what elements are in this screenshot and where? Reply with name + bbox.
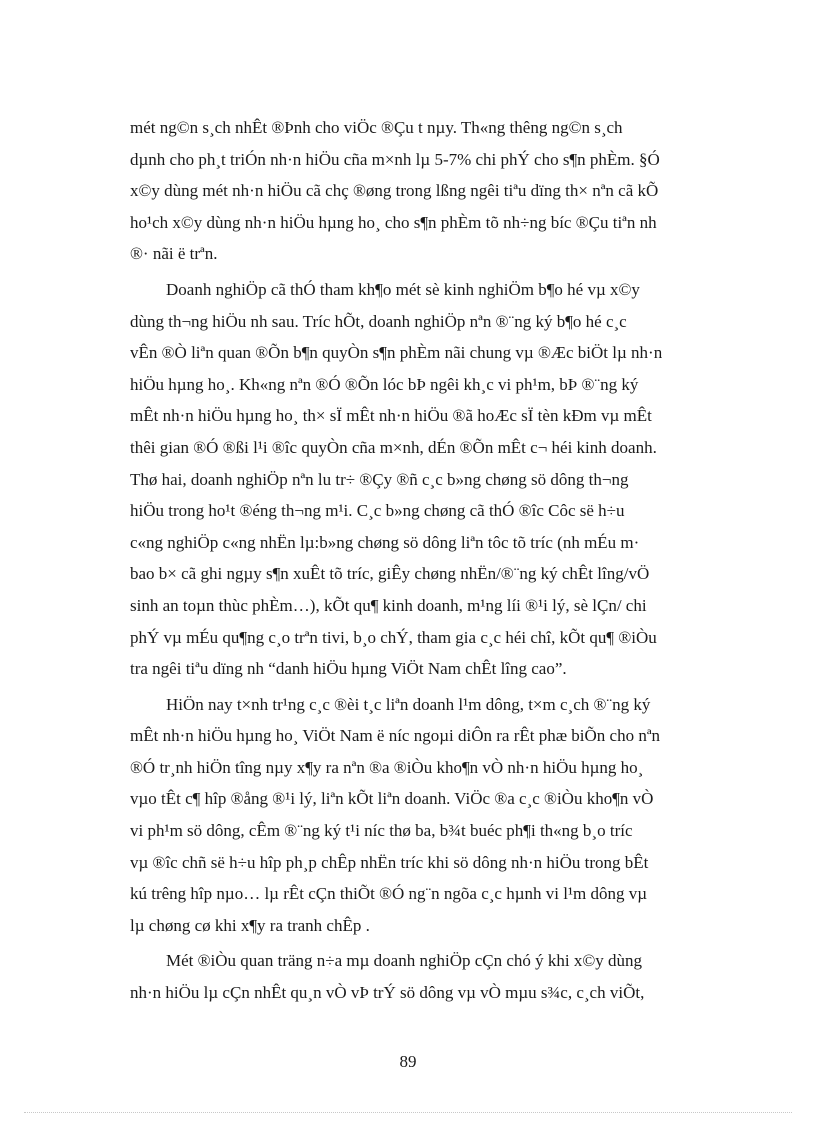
- page-bottom-divider: [24, 1112, 792, 1113]
- paragraph-4: Mét ®iÒu quan träng n÷a mµ doanh nghiÖp cÇn chó ý khi x©y dùng nh·n hiÖu lµ cÇn nhÊt qu¸n vÒ vÞ trÝ sö dông vµ vÒ mµu s¾c, c¸ch viÕt,: [130, 951, 645, 1003]
- page-number: 89: [399, 1052, 417, 1071]
- paragraph-3: HiÖn nay t×nh tr¹ng c¸c ®èi t¸c liªn doanh l¹m dông, t×m c¸ch ®¨ng ký mÊt nh·n hiÖu hµng ho¸ ViÖt Nam ë níc ngoµi diÔn ra rÊt phæ biÕn cho nªn ®Ó tr¸nh hiÖn tîng nµy x¶y ra nªn ®a ®iÒu kho¶n vÒ nh·n hiÖu hµng ho¸ vµo tÊt c¶ hîp ®ång ®¹i lý, liªn kÕt liªn doanh. ViÖc ®a c¸c ®iÒu kho¶n vÒ vi ph¹m sö dông, cÊm ®¨ng ký t¹i níc thø ba, b¾t buéc ph¶i th«ng b¸o tríc vµ ®îc chñ së h÷u hîp ph¸p chÊp nhËn tríc khi sö dông nh·n hiÖu trong bÊt kú trêng hîp nµo… lµ rÊt cÇn thiÕt ®Ó ng¨n ngõa c¸c hµnh vi l¹m dông vµ lµ chøng cø khi x¶y ra tranh chÊp .: [130, 694, 661, 935]
- paragraph-2: Doanh nghiÖp cã thÓ tham kh¶o mét sè kinh nghiÖm b¶o hé vµ x©y dùng th¬ng hiÖu nh sau. Tríc hÕt, doanh nghiÖp nªn ®¨ng ký b¶o hé c¸c vÊn ®Ò liªn quan ®Õn b¶n quyÒn s¶n phÈm nãi chung vµ ®Æc biÖt lµ nh·n hiÖu hµng ho¸. Kh«ng nªn ®Ó ®Õn lóc bÞ ngêi kh¸c vi ph¹m, bÞ ®¨ng ký mÊt nh·n hiÖu hµng ho¸ th× sÏ mÊt nh·n hiÖu ®ã hoÆc sÏ tèn kÐm vµ mÊt thêi gian ®Ó ®ßi l¹i ®îc quyÒn cña m×nh, dÉn ®Õn mÊt c¬ héi kinh doanh. Thø hai, doanh nghiÖp nªn lu tr÷ ®Çy ®ñ c¸c b»ng chøng sö dông th¬ng hiÖu trong ho¹t ®éng th¬ng m¹i. C¸c b»ng chøng cã thÓ ®îc Côc së h÷u c«ng nghiÖp c«ng nhËn lµ:b»ng chøng sö dông liªn tôc tõ tríc (nh mÉu m· bao b× cã ghi ngµy s¶n xuÊt tõ tríc, giÊy chøng nhËn/®¨ng ký chÊt lîng/vÖ sinh an toµn thùc phÈm…), kÕt qu¶ kinh doanh, m¹ng líi ®¹i lý, sè lÇn/ chi phÝ vµ mÉu qu¶ng c¸o trªn tivi, b¸o chÝ, tham gia c¸c héi chî, kÕt qu¶ ®iÒu tra ngêi tiªu dïng nh “danh hiÖu hµng ViÖt Nam chÊt lîng cao”.: [130, 279, 663, 679]
- paragraph-1: mét ng©n s¸ch nhÊt ®Þnh cho viÖc ®Çu t nµy. Th«ng thêng ng©n s¸ch dµnh cho ph¸t triÓn nh·n hiÖu cña m×nh lµ 5-7% chi phÝ cho s¶n phÈm. §Ó x©y dùng mét nh·n hiÖu cã chç ®øng trong lßng ngêi tiªu dïng th× nªn cã kÕ ho¹ch x©y dùng nh·n hiÖu hµng ho¸ cho s¶n phÈm tõ nh÷ng bíc ®Çu tiªn nh ®· nãi ë trªn.: [130, 118, 660, 264]
- body-text: [130, 112, 766, 1009]
